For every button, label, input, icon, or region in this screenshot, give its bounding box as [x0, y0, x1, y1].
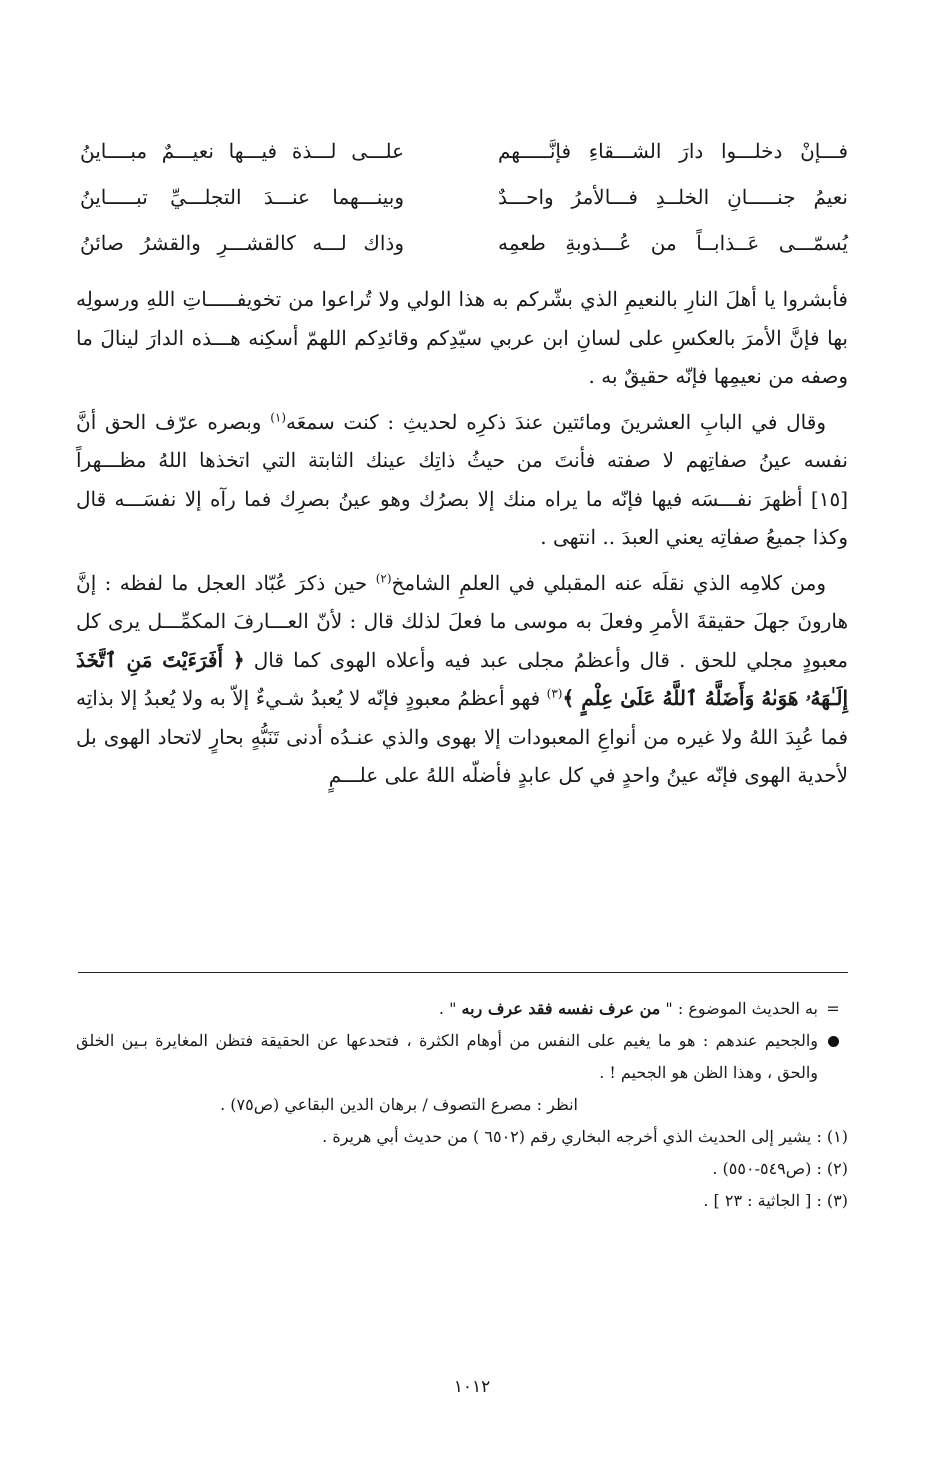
poem-verse [80, 174, 848, 220]
footnote-text-part: به الحديث الموضوع : " [660, 999, 818, 1018]
verse-first-hemistich: يُسمّـــى عَــذابــاً من عُـــذوبةِ طعمِه [498, 231, 848, 255]
paragraph-3 [76, 564, 848, 795]
footnote-ref: (١) [270, 409, 287, 424]
paragraph-text: حين ذكرَ عُبّاد العجل ما لفظه : إنَّ هارونَ جهلَ حقيقةَ الأمرِ وفعلَ به موسى ما فعلَ لذلك قال : لأنّ العـــارفَ المكمِّـــل يرى كل معبودٍ مجلي للحق . قال وأعظمُ مجلى عبد فيه وأعلاه الهوى كما قال [76, 570, 849, 672]
paragraph-text: وقال في البابِ العشرينَ ومائتين عندَ ذكرِه لحديثِ : كنت سمعَه [286, 409, 826, 434]
footnote-text: [ الجاثية : ٢٣ ] . [703, 1191, 812, 1210]
page-number: ١٠١٢ [453, 1377, 491, 1397]
footnote-separator [78, 972, 848, 973]
footnote-text: (ص٥٤٩-٥٥٠) . [712, 1159, 812, 1178]
manuscript-page-marker: [١٥] [802, 486, 848, 511]
paragraph-2 [76, 403, 848, 557]
footnote-bullet-item [76, 1025, 848, 1089]
footnote-number: (١) : [816, 1127, 848, 1146]
footnote-reference: انظر : مصرع التصوف / برهان الدين البقاعي (ص٧٥) . [220, 1095, 578, 1114]
footnote-continuation [76, 993, 848, 1025]
paragraph-text: ومن كلامِه الذي نقلَه عنه المقبلي في العلمِ الشامخ [391, 570, 826, 595]
paragraph-text: أظهرَ نفـــسَه فيها فإنّه ما يراه منك إلا بصرُك وهو عينُ بصرِك فما رآه إلا نفسَـــه قال وكذا جميعُ صفاتِه يعني العبدَ .. انتهى . [76, 486, 848, 549]
footnote-1 [76, 1121, 848, 1153]
footnote-text-part: " . [438, 999, 462, 1018]
paragraph-1: فأبشروا يا أهلَ النارِ بالنعيمِ الذي بشّركم به هذا الولي ولا تُراعوا من تخويفـــــاتِ اللهِ ورسولِه بها فإنَّ الأمرَ بالعكسِ على لسانِ ابن عربي سيّدِكم وقائدِكم اللهمّ أسكِنه هـــذه الدارَ لينالَ ما وصفه من نعيمِها فإنّه حقيقٌ به . [76, 287, 848, 388]
footnote-text: يشير إلى الحديث الذي أخرجه البخاري رقم (٦٥٠٢ ) من حديث أبي هريرة . [322, 1127, 812, 1146]
footnote-number: (٢) : [816, 1159, 848, 1178]
footnotes [76, 993, 848, 1217]
hadith-quote: من عرف نفسه فقد عرف ربه [461, 999, 661, 1018]
poem-block [80, 128, 848, 266]
footnote-text [76, 993, 818, 1025]
verse-second-hemistich: وذاك لـــه كالقشـــرِ والقشرُ صائنُ [80, 231, 404, 255]
verse-second-hemistich: علـــى لـــذة فيـــها نعيـــمٌ مبــــاينُ [80, 139, 404, 163]
poem-verse [80, 220, 848, 266]
footnote-number: (٣) : [816, 1191, 848, 1210]
bullet-icon [818, 1025, 848, 1058]
footnote-3 [76, 1185, 848, 1217]
verse-first-hemistich: نعيمُ جنـــــانِ الخلــدِ فـــالأمرُ واحـــدٌ [498, 185, 848, 209]
footnote-2 [76, 1153, 848, 1185]
footnote-text: والجحيم عندهم : هو ما يغيم على النفس من أوهام الكثرة ، فتحدعها عن الحقيقة فتظن المغايرة بـين الخلق والحق ، وهذا الظن هو الجحيم ! . [76, 1031, 819, 1082]
verse-second-hemistich: وبينـــهما عنـــدَ التجلـــيِّ تبـــــاينُ [80, 185, 404, 209]
continuation-mark: = [826, 999, 840, 1018]
paragraph-text: وبصره عرّف الحق أنَّ نفسه عينُ صفاتِهم لا صفته فأنتَ من حيثُ ذاتِك عينك الثابتة التي اتخذها اللهُ مظـــهراً [76, 409, 848, 472]
poem-verse [80, 128, 848, 174]
main-text [76, 280, 848, 795]
footnote-ref: (٣) [546, 686, 563, 701]
quran-verse: ﴿ أَفَرَءَيْتَ مَنِ ٱتَّخَذَ إِلَـٰهَهُۥ هَوَىٰهُ وَأَضَلَّهُ ٱللَّهُ عَلَىٰ عِلْمٍ ﴾ [76, 647, 848, 710]
footnote-ref: (٢) [375, 570, 392, 585]
paragraph-text: فهو أعظمُ معبودٍ فإنّه لا يُعبدُ شـيءٌ إلاّ به ولا يُعبدُ إلا بذاتِه فما عُبِدَ اللهُ ولا غيره من أنواعِ المعبودات إلا بهوى والذي عنـدُه أدنى تَنَبُّهٍ بحارٍ لاتحاد الهوى بل لأحدية الهوى فإنّه عينُ واحدٍ في كل عابدٍ فأضلّه اللهُ على علـــمٍ [76, 686, 848, 787]
verse-first-hemistich: فـــإنْ دخلـــوا دارَ الشـــقاءِ فإنَّـــــهم [498, 139, 848, 163]
